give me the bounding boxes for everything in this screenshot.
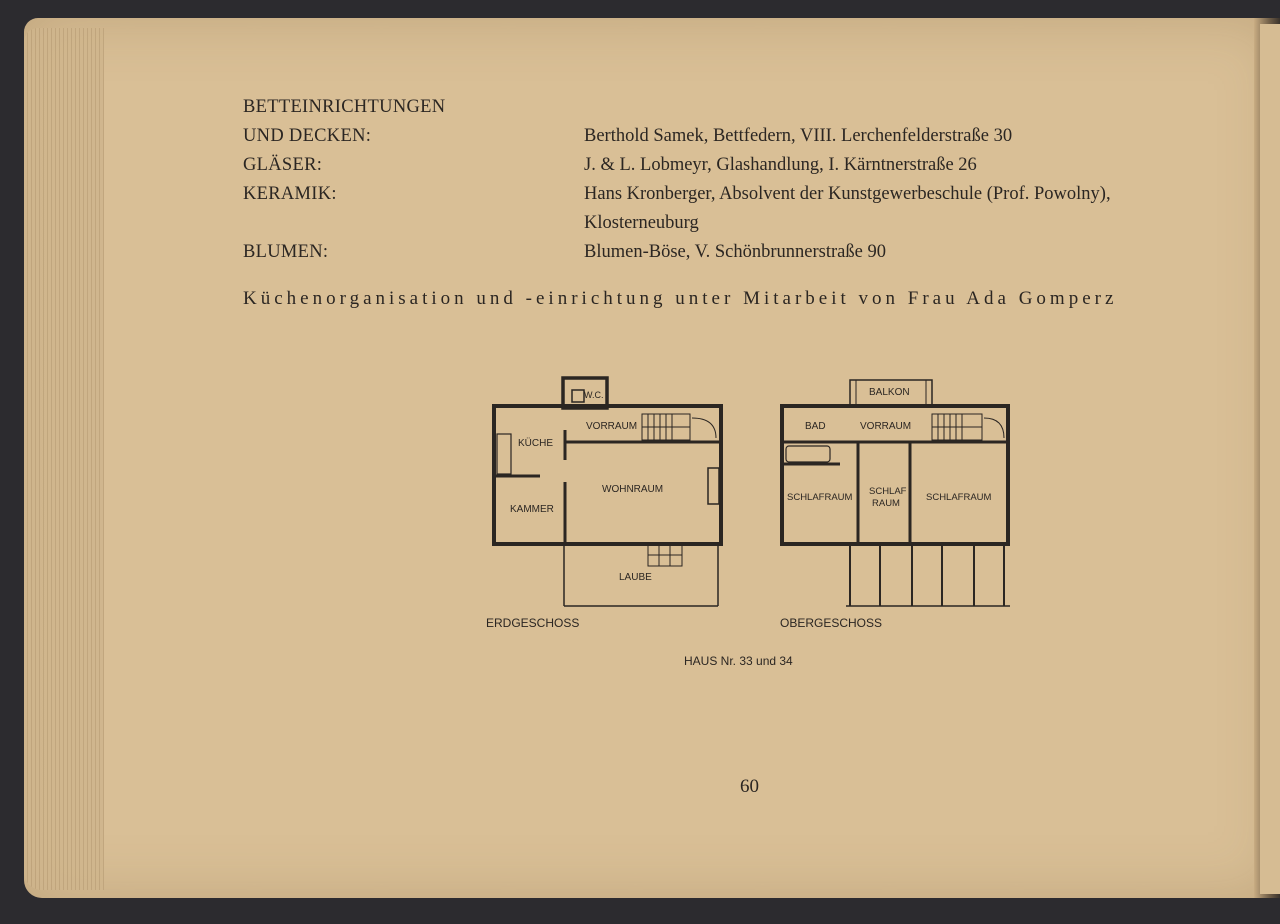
credit-label: KERAMIK:: [243, 184, 337, 204]
ground-floor-caption: ERDGESCHOSS: [486, 616, 580, 630]
room-label-laube: LAUBE: [619, 572, 652, 583]
credit-label: BLUMEN:: [243, 242, 329, 262]
kitchen-note: Küchenorganisation und -einrichtung unter Mitarbeit von Frau Ada Gomperz: [243, 288, 1118, 309]
room-label-vorraum: VORRAUM: [586, 421, 638, 432]
room-label-kueche: KÜCHE: [518, 438, 554, 449]
credit-row: [243, 122, 1263, 151]
credit-label: GLÄSER:: [243, 155, 323, 175]
credit-row: [243, 180, 1263, 238]
credit-value-line: Klosterneuburg: [584, 213, 699, 233]
credit-row: [243, 151, 1263, 180]
plans-title: HAUS Nr. 33 und 34: [684, 654, 793, 668]
credit-value-line: Hans Kronberger, Absolvent der Kunstgewerbeschule (Prof. Powolny),: [584, 184, 1111, 204]
credit-value: Berthold Samek, Bettfedern, VIII. Lerchenfelderstraße 30: [584, 126, 1013, 146]
credit-value: J. & L. Lobmeyr, Glashandlung, I. Kärntnerstraße 26: [584, 155, 977, 175]
credit-value: [584, 180, 1274, 238]
room-label-balkon: BALKON: [869, 387, 910, 398]
credits-list: [243, 93, 1263, 267]
room-label-raum: RAUM: [872, 498, 900, 509]
credit-value: Blumen-Böse, V. Schönbrunnerstraße 90: [584, 242, 886, 262]
room-label-schlafraum-left: SCHLAFRAUM: [787, 492, 853, 503]
room-label-bad: BAD: [805, 421, 826, 432]
credit-label: BETTEINRICHTUNGEN: [243, 97, 446, 117]
credit-row: [243, 238, 1263, 267]
room-label-vorraum-upper: VORRAUM: [860, 421, 912, 432]
page-number: 60: [740, 776, 759, 797]
page-edges: [24, 28, 104, 890]
floor-plans: [480, 372, 1040, 672]
room-label-schlafraum-right: SCHLAFRAUM: [926, 492, 992, 503]
room-label-wohnraum: WOHNRAUM: [602, 484, 664, 495]
credit-row: [243, 93, 1263, 122]
credit-label: UND DECKEN:: [243, 126, 372, 146]
room-label-wc: W.C.: [584, 390, 604, 400]
room-label-kammer: KAMMER: [510, 504, 554, 515]
upper-floor-caption: OBERGESCHOSS: [780, 616, 883, 630]
room-label-schlaf: SCHLAF: [869, 486, 907, 497]
